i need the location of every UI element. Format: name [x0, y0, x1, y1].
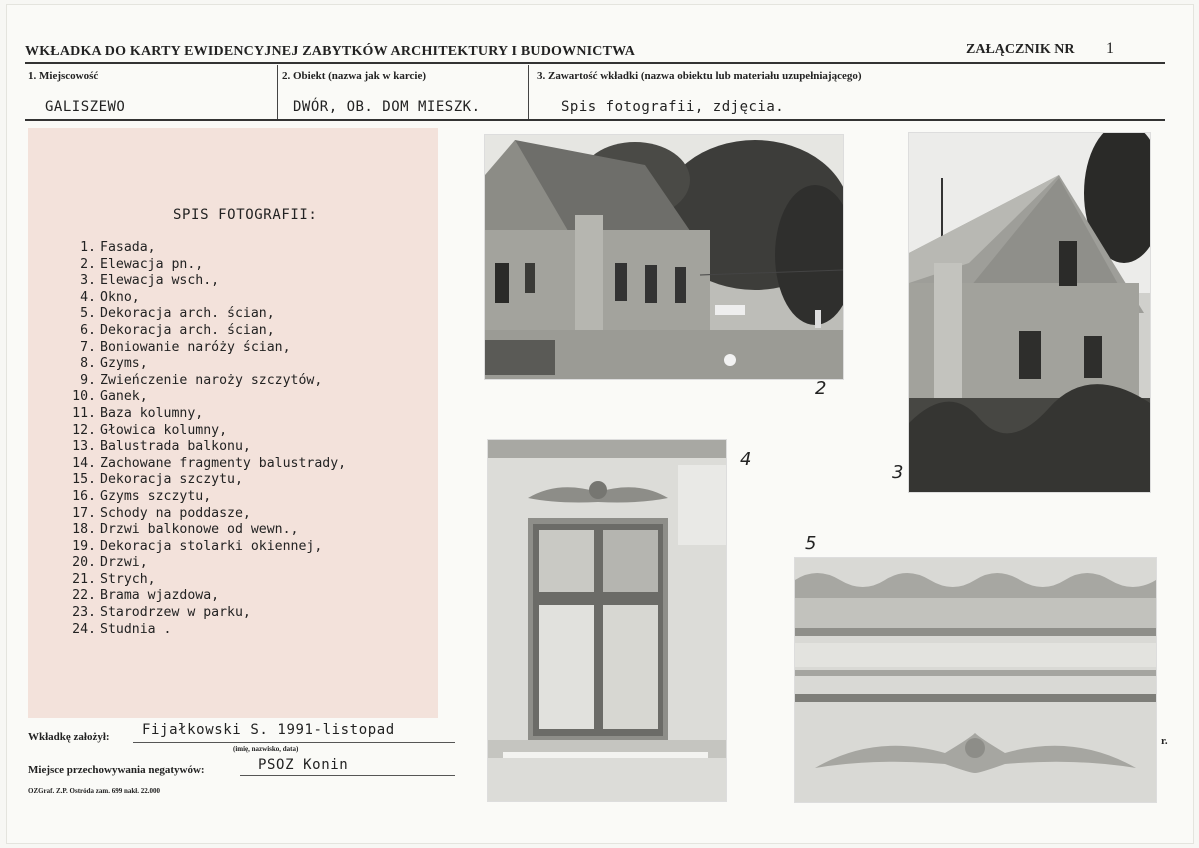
- photo-4-window: [488, 440, 726, 801]
- photo-list-item-text: Głowica kolumny,: [100, 422, 228, 438]
- photo-list-item: [58, 605, 346, 622]
- photo-list-item-text: Okno,: [100, 289, 140, 305]
- photo-2-number: 2: [815, 378, 827, 399]
- photo-4-number: 4: [740, 449, 752, 470]
- photo-list-item-text: Dekoracja szczytu,: [100, 472, 243, 488]
- field-divider-1: [277, 65, 278, 121]
- photo-list-item-number: 19.: [72, 538, 96, 554]
- filled-by-hint: (imię, nazwisko, data): [233, 745, 299, 753]
- photo-list-item-number: 3.: [80, 273, 96, 289]
- photo-list-item-number: 24.: [72, 621, 96, 637]
- photo-list-item-text: Starodrzew w parku,: [100, 605, 251, 621]
- field-divider-2: [528, 65, 529, 121]
- photo-list-item-text: Dekoracja arch. ścian,: [100, 322, 275, 338]
- photo-list-item-text: Dekoracja stolarki okiennej,: [100, 538, 323, 554]
- photo-list-item-text: Dekoracja arch. ścian,: [100, 306, 275, 322]
- photo-list-item: [58, 306, 346, 323]
- content-value: Spis fotografii, zdjęcia.: [561, 99, 785, 115]
- photo-list-item: [58, 588, 346, 605]
- photo-list-item-number: 14.: [72, 455, 96, 471]
- negatives-location-label: Miejsce przechowywania negatywów:: [28, 764, 205, 776]
- printer-imprint: OZGraf. Z.P. Ostróda zam. 699 nakł. 22.000: [28, 787, 160, 795]
- photo-list-item-text: Gzyms szczytu,: [100, 488, 212, 504]
- photo-list-item-text: Drzwi,: [100, 555, 148, 571]
- photo-list-item-number: 11.: [72, 405, 96, 421]
- filled-by-line: [133, 742, 455, 743]
- photo-list-item: [58, 622, 346, 639]
- content-label: 3. Zawartość wkładki (nazwa obiektu lub materiału uzupełniającego): [537, 70, 862, 82]
- filled-by-value: Fijałkowski S. 1991-listopad: [142, 722, 395, 738]
- photo-list-item-number: 18.: [72, 522, 96, 538]
- photo-list-item-number: 8.: [80, 356, 96, 372]
- photo-list-item-text: Gzyms,: [100, 356, 148, 372]
- photo-list-item: [58, 423, 346, 440]
- photo-list-item: [58, 506, 346, 523]
- photo-list-item-number: 20.: [72, 555, 96, 571]
- photo-list-item-number: 2.: [80, 256, 96, 272]
- photo-list-item: [58, 340, 346, 357]
- photo-list: [58, 240, 346, 638]
- photo-list-item: [58, 472, 346, 489]
- photo-list-item-text: Baza kolumny,: [100, 405, 204, 421]
- photo-list-item: [58, 572, 346, 589]
- photo-list-item-number: 4.: [80, 289, 96, 305]
- photo-3-number: 3: [892, 462, 904, 483]
- photo-list-item-text: Strych,: [100, 571, 156, 587]
- locality-label: 1. Miejscowość: [28, 70, 99, 82]
- photo-5-number: 5: [805, 533, 817, 554]
- object-value: DWÓR, OB. DOM MIESZK.: [293, 99, 481, 115]
- photo-list-item-number: 17.: [72, 505, 96, 521]
- photo-list-item-number: 13.: [72, 439, 96, 455]
- photo-list-item-number: 6.: [80, 322, 96, 338]
- photo-list-item-number: 23.: [72, 605, 96, 621]
- photo-list-item-text: Brama wjazdowa,: [100, 588, 220, 604]
- photo-list-item-text: Elewacja pn.,: [100, 256, 204, 272]
- photo-list-title: SPIS FOTOGRAFII:: [173, 207, 318, 223]
- photo-list-item-number: 21.: [72, 571, 96, 587]
- photo-2-house-elevation: [485, 135, 843, 379]
- annex-number: 1: [1106, 40, 1114, 57]
- photo-list-item-number: 7.: [80, 339, 96, 355]
- object-label: 2. Obiekt (nazwa jak w karcie): [282, 70, 427, 82]
- photo-list-item-number: 22.: [72, 588, 96, 604]
- photo-list-item-text: Drzwi balkonowe od wewn.,: [100, 522, 299, 538]
- filled-by-label: Wkładkę założył:: [28, 731, 110, 743]
- photo-list-item: [58, 539, 346, 556]
- photo-list-item: [58, 489, 346, 506]
- photo-list-item-text: Schody na poddasze,: [100, 505, 251, 521]
- photo-3-gable-elevation: [909, 133, 1150, 492]
- photo-list-item-text: Elewacja wsch.,: [100, 273, 220, 289]
- photo-list-item-text: Fasada,: [100, 240, 156, 255]
- header-rule-bottom: [25, 119, 1165, 121]
- photo-list-item-text: Balustrada balkonu,: [100, 439, 251, 455]
- photo-list-item: [58, 290, 346, 307]
- negatives-location-value: PSOZ Konin: [258, 757, 349, 773]
- photo-list-item-text: Boniowanie naróży ścian,: [100, 339, 291, 355]
- photo-list-item-text: Zachowane fragmenty balustrady,: [100, 455, 347, 471]
- photo-list-item: [58, 356, 346, 373]
- photo-list-item-text: Ganek,: [100, 389, 148, 405]
- photo-list-item: [58, 406, 346, 423]
- photo-list-item-number: 15.: [72, 472, 96, 488]
- photo-list-item-number: 10.: [72, 389, 96, 405]
- photo-5-cornice-decoration: [795, 558, 1156, 802]
- card-title: WKŁADKA DO KARTY EWIDENCYJNEJ ZABYTKÓW ARCHITEKTURY I BUDOWNICTWA: [25, 44, 636, 59]
- photo-list-item: [58, 389, 346, 406]
- photo-list-item-text: Zwieńczenie naroży szczytów,: [100, 372, 323, 388]
- photo-list-item: [58, 323, 346, 340]
- photo-list-item: [58, 439, 346, 456]
- photo-list-item-number: 1.: [80, 240, 96, 255]
- photo-list-item-number: 5.: [80, 306, 96, 322]
- annex-label: ZAŁĄCZNIK NR: [966, 42, 1075, 57]
- photo-list-item: [58, 456, 346, 473]
- header-rule-top: [25, 62, 1165, 64]
- photo-list-item: [58, 240, 346, 257]
- negatives-location-line: [240, 775, 455, 776]
- photo-list-item: [58, 257, 346, 274]
- photo-list-item-text: Studnia .: [100, 621, 172, 637]
- photo-list-item: [58, 373, 346, 390]
- photo-list-item-number: 9.: [80, 372, 96, 388]
- margin-mark: r.: [1161, 735, 1168, 747]
- locality-value: GALISZEWO: [45, 99, 126, 115]
- photo-list-item: [58, 522, 346, 539]
- photo-list-item: [58, 555, 346, 572]
- photo-list-item-number: 12.: [72, 422, 96, 438]
- photo-list-item-number: 16.: [72, 488, 96, 504]
- photo-list-item: [58, 273, 346, 290]
